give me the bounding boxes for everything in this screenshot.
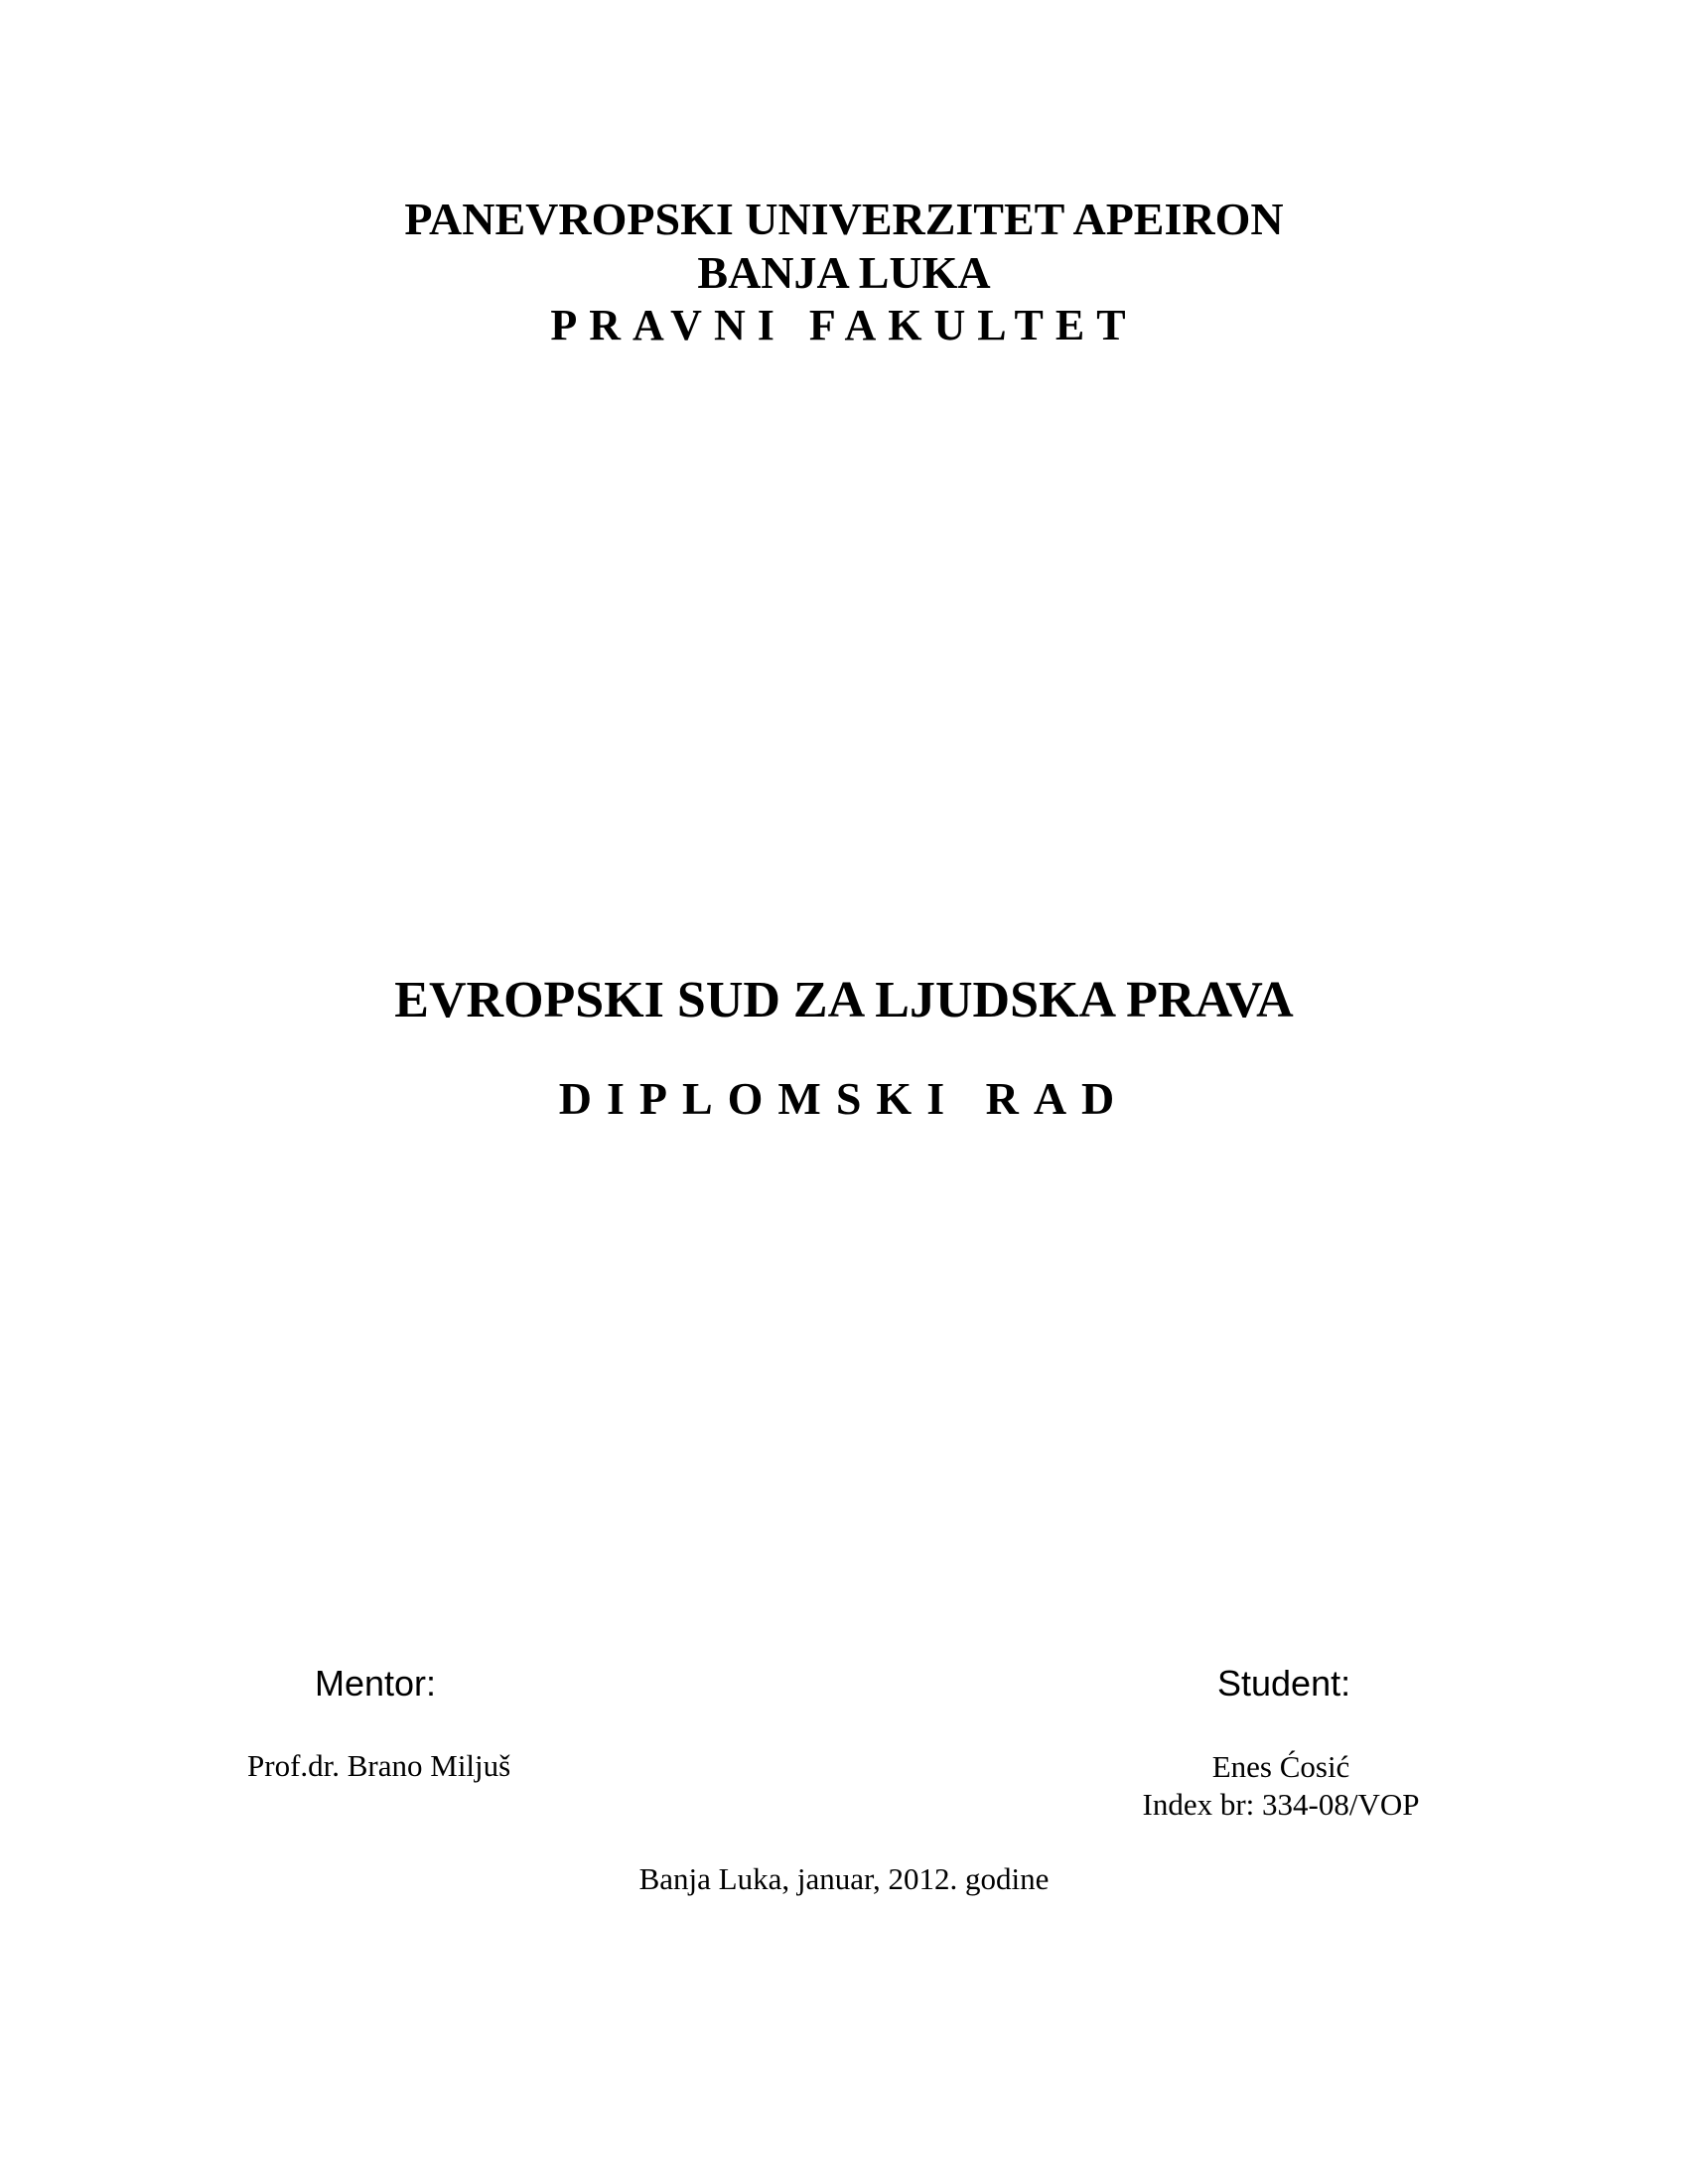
- university-city: BANJA LUKA: [697, 247, 991, 298]
- student-info: [1092, 1748, 1470, 1824]
- thesis-type: DIPLOMSKI RAD: [558, 1073, 1130, 1124]
- faculty-name: PRAVNI FAKULTET: [550, 301, 1138, 349]
- mentor-label: Mentor:: [315, 1663, 437, 1704]
- student-name: Enes Ćosić: [1211, 1749, 1350, 1784]
- mentor-name: Prof.dr. Brano Miljuš: [247, 1748, 511, 1783]
- thesis-title: EVROPSKI SUD ZA LJUDSKA PRAVA: [394, 972, 1294, 1028]
- place-and-date: Banja Luka, januar, 2012. godine: [638, 1861, 1050, 1896]
- university-name: PANEVROPSKI UNIVERZITET APEIRON: [404, 194, 1284, 244]
- student-label: Student:: [1217, 1663, 1351, 1704]
- student-index: Index br: 334-08/VOP: [1142, 1787, 1420, 1822]
